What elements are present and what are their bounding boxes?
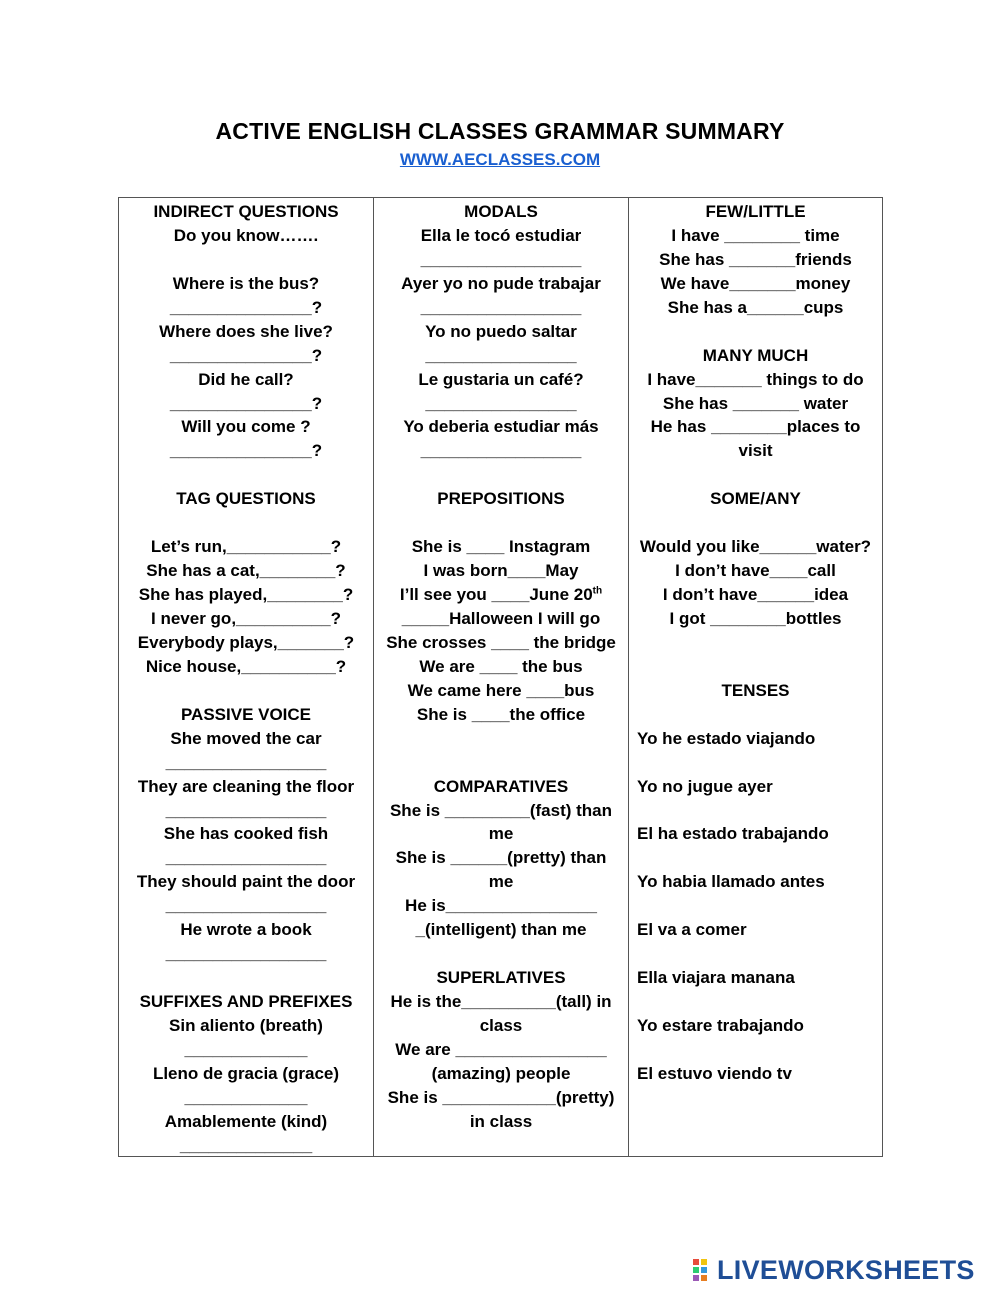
- worksheet-line: He is________________: [405, 896, 597, 916]
- worksheet-line: She has a______cups: [667, 297, 844, 317]
- column-1: [119, 198, 374, 1156]
- section-heading: PREPOSITIONS: [437, 489, 565, 509]
- section-heading: FEW/LITTLE: [705, 202, 806, 221]
- worksheet-line: We came here ____bus: [407, 680, 595, 700]
- worksheet-line: I don’t have____call: [675, 561, 836, 581]
- worksheet-line: _____Halloween I will go: [401, 608, 601, 628]
- liveworksheets-logo-icon: [693, 1259, 715, 1281]
- worksheet-line: _(intelligent) than me: [415, 920, 587, 940]
- worksheet-line: _________________: [420, 297, 582, 317]
- section-heading: INDIRECT QUESTIONS: [153, 202, 339, 221]
- worksheet-line: ________________: [425, 345, 577, 365]
- worksheet-line: _________________: [420, 249, 582, 269]
- worksheet-title: ACTIVE ENGLISH CLASSES GRAMMAR SUMMARY: [215, 118, 785, 144]
- worksheet-line: Yo no jugue ayer: [637, 776, 773, 796]
- column-3: [629, 198, 882, 1156]
- section-heading: TENSES: [721, 680, 790, 700]
- worksheet-line: Where is the bus?: [172, 273, 320, 293]
- worksheet-line: Ayer yo no pude trabajar: [401, 273, 601, 293]
- worksheet-line: in class: [469, 1111, 533, 1131]
- worksheet-line: class: [479, 1015, 523, 1035]
- worksheet-line: She is ____ Instagram: [411, 537, 591, 557]
- worksheet-line: ________________: [425, 393, 577, 413]
- worksheet-line: me: [488, 872, 514, 892]
- worksheet-line: Yo no puedo saltar: [425, 321, 577, 341]
- liveworksheets-logo-text: LIVEWORKSHEETS: [717, 1255, 975, 1285]
- worksheet-line: Lleno de gracia (grace): [152, 1063, 340, 1083]
- worksheet-line: Do you know…….: [173, 225, 319, 245]
- worksheet-line: They are cleaning the floor: [137, 776, 355, 796]
- worksheet-line: We are ____ the bus: [419, 656, 583, 676]
- worksheet-line: He has ________places to: [650, 417, 861, 437]
- worksheet-line: _________________: [420, 441, 582, 461]
- section-heading: MANY MUCH: [702, 345, 809, 365]
- worksheet-line: I was born____May: [423, 561, 579, 581]
- worksheet-line: She has a cat,________?: [146, 561, 346, 581]
- worksheet-line: I got ________bottles: [669, 608, 842, 628]
- grammar-table: [118, 197, 883, 1157]
- worksheet-line: Would you like______water?: [639, 537, 872, 557]
- worksheet-line: Yo habia llamado antes: [637, 872, 825, 892]
- worksheet-line: We have_______money: [660, 273, 851, 293]
- worksheet-line: She is ____the office: [416, 704, 586, 724]
- worksheet-line: She has played,________?: [138, 585, 354, 605]
- worksheet-line: I have ________ time: [671, 225, 840, 245]
- worksheet-line: _________________: [165, 800, 327, 820]
- worksheet-line: Did he call?: [198, 369, 294, 389]
- worksheet-line: _______________?: [169, 393, 323, 413]
- worksheet-line: _________________: [165, 752, 327, 772]
- section-heading: MODALS: [464, 202, 538, 221]
- worksheet-line: [374, 583, 628, 607]
- worksheet-line: She crosses ____ the bridge: [386, 632, 616, 652]
- liveworksheets-logo: [693, 1255, 993, 1285]
- worksheet-line: _________________: [165, 848, 327, 868]
- worksheet-line: They should paint the door: [136, 872, 356, 892]
- worksheet-line: Nice house,__________?: [145, 656, 347, 676]
- section-heading: SUPERLATIVES: [436, 968, 566, 988]
- worksheet-line: She is _________(fast) than: [389, 800, 613, 820]
- worksheet-line: _________________: [165, 896, 327, 916]
- worksheet-line: She is ____________(pretty): [387, 1087, 615, 1107]
- worksheet-line: _______________?: [169, 441, 323, 461]
- worksheet-line: El va a comer: [637, 920, 747, 940]
- worksheet-line: Le gustaria un café?: [418, 369, 584, 389]
- ordinal-superscript: th: [592, 585, 603, 597]
- worksheet-line: Yo he estado viajando: [637, 728, 816, 748]
- column-2: [374, 198, 629, 1156]
- worksheet-line: Let’s run,___________?: [150, 537, 342, 557]
- worksheet-line: ______________: [179, 1135, 313, 1155]
- website-link[interactable]: WWW.AECLASSES.COM: [399, 150, 601, 169]
- worksheet-line: Will you come ?: [181, 417, 311, 437]
- worksheet-line: She is ______(pretty) than: [395, 848, 607, 868]
- worksheet-line: She has cooked fish: [163, 824, 329, 844]
- worksheet-line: She moved the car: [170, 728, 322, 748]
- worksheet-line: _____________: [184, 1087, 308, 1107]
- worksheet-line: El ha estado trabajando: [637, 824, 829, 844]
- worksheet-line: (amazing) people: [431, 1063, 571, 1083]
- worksheet-line: _______________?: [169, 345, 323, 365]
- worksheet-line: me: [488, 824, 514, 844]
- worksheet-line: I don’t have______idea: [662, 585, 849, 605]
- section-heading: PASSIVE VOICE: [180, 704, 312, 724]
- section-heading: TAG QUESTIONS: [176, 489, 316, 509]
- worksheet-line: Yo deberia estudiar más: [403, 417, 599, 437]
- worksheet-line: Ella viajara manana: [637, 968, 795, 988]
- worksheet-line: He wrote a book: [180, 920, 312, 940]
- worksheet-line: Ella le tocó estudiar: [420, 225, 582, 245]
- worksheet-line: We are ________________: [395, 1039, 607, 1059]
- worksheet-line: Sin aliento (breath): [169, 1015, 323, 1035]
- worksheet-line: Amablemente (kind): [164, 1111, 328, 1131]
- section-heading: COMPARATIVES: [433, 776, 569, 796]
- worksheet-line: El estuvo viendo tv: [637, 1063, 792, 1083]
- worksheet-line: I have_______ things to do: [647, 369, 864, 389]
- worksheet-line: Yo estare trabajando: [637, 1015, 804, 1035]
- worksheet-line: I never go,__________?: [151, 608, 341, 628]
- line-text: I’ll see you ____June 20: [399, 585, 593, 605]
- worksheet-line: She has _______friends: [659, 249, 852, 269]
- worksheet-line: visit: [738, 441, 773, 461]
- worksheet-line: Everybody plays,_______?: [137, 632, 355, 652]
- website-line: [0, 150, 1000, 170]
- worksheet-line: She has _______ water: [662, 393, 849, 413]
- worksheet-line: He is the__________(tall) in: [390, 992, 612, 1012]
- worksheet-line: Where does she live?: [159, 321, 333, 341]
- worksheet-line: _____________: [184, 1039, 308, 1059]
- section-heading: SOME/ANY: [710, 489, 801, 509]
- worksheet-line: _______________?: [169, 297, 323, 317]
- section-heading: SUFFIXES AND PREFIXES: [139, 992, 353, 1012]
- worksheet-line: _________________: [165, 944, 327, 964]
